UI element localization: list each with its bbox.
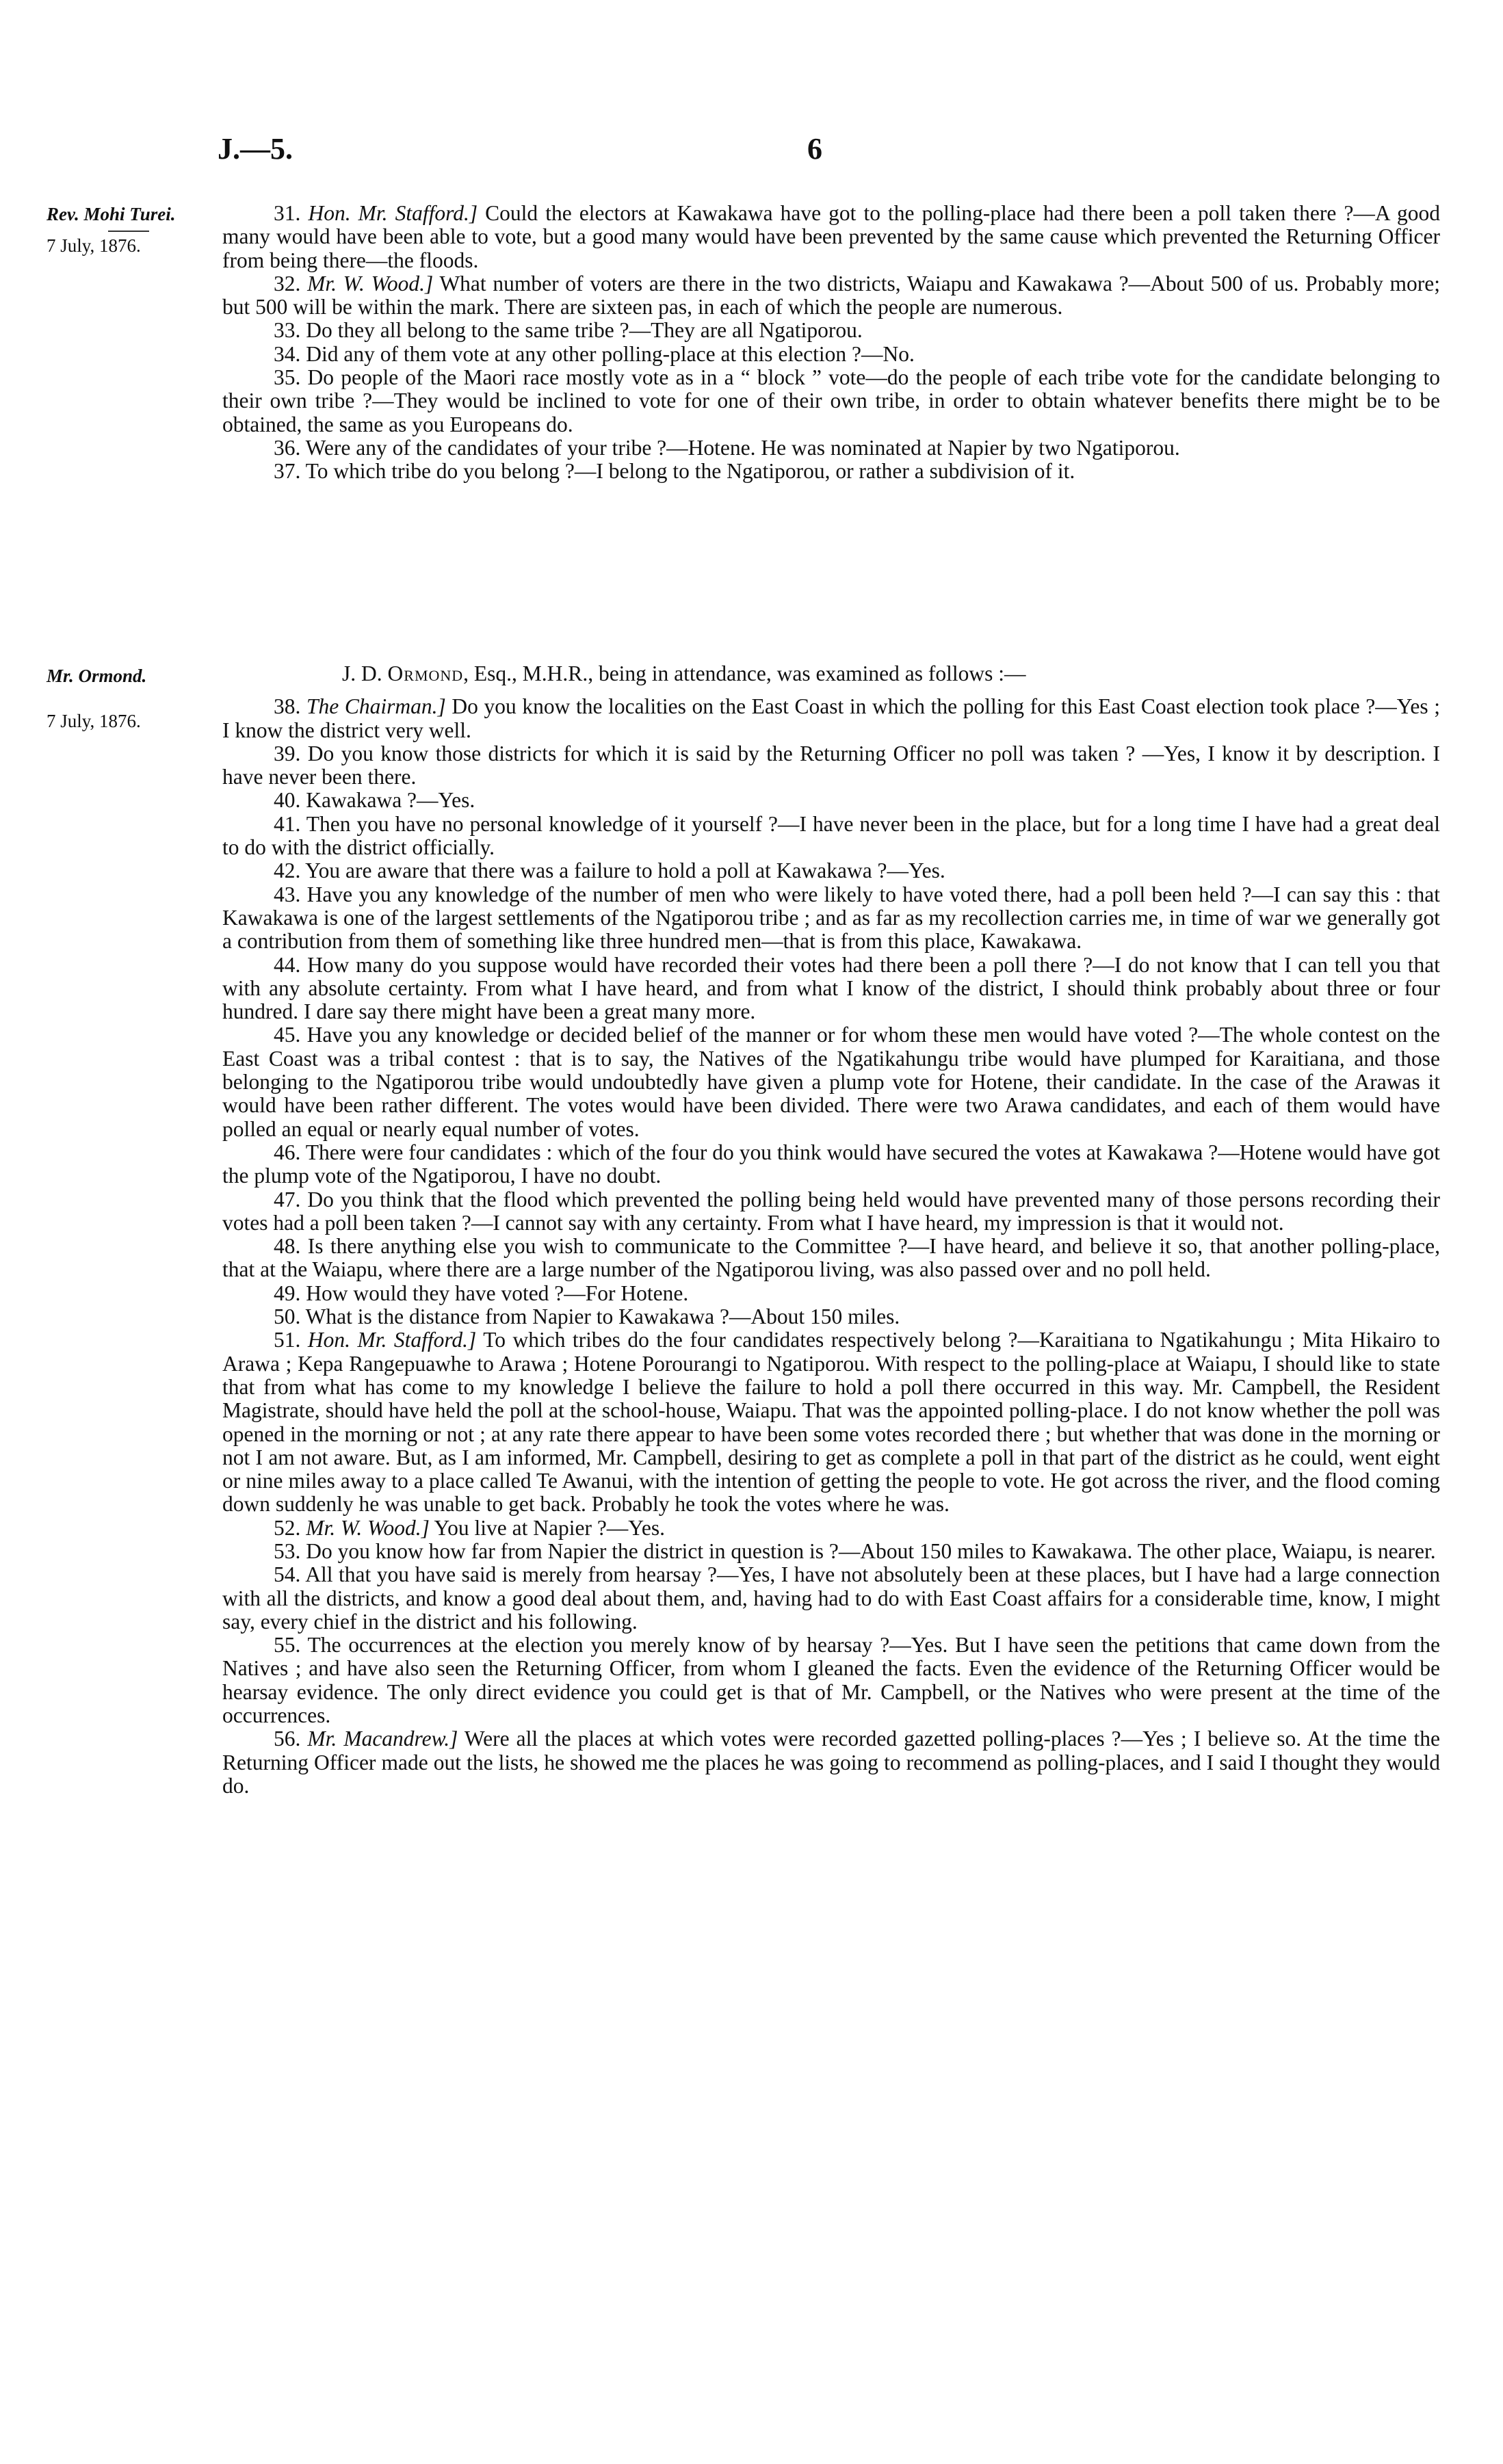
question-number: 31.	[274, 201, 301, 225]
question-paragraph	[222, 366, 1440, 436]
question-number: 36.	[274, 435, 301, 460]
question-text: Do they all belong to the same tribe ?—They are all Ngatiporou.	[300, 318, 863, 343]
question-paragraph	[222, 954, 1440, 1024]
question-paragraph	[222, 742, 1440, 789]
question-text: The occurrences at the election you merely know of by hearsay ?—Yes. But I have seen the petitions that came down from the Natives ; and have also seen the Returning Officer, from whom I gleaned the facts. Even the evidence of the Returning Officer would be hearsay evidence. The only direct evidence you could get is that of Mr. Campbell, or the Natives who were present at the time of the occurrences.	[222, 1633, 1440, 1728]
witness-name: Rev. Mohi Turei.	[47, 204, 176, 224]
question-number: 41.	[274, 811, 301, 836]
witness-date: 7 July, 1876.	[47, 711, 141, 731]
question-paragraph	[222, 319, 1440, 342]
question-text: You live at Napier ?—Yes.	[429, 1515, 666, 1540]
question-text: You are aware that there was a failure to hold a poll at Kawakawa ?—Yes.	[300, 859, 945, 883]
question-number: 43.	[274, 882, 301, 906]
question-number: 40.	[274, 788, 301, 813]
question-number: 44.	[274, 952, 301, 977]
questioner-name: Hon. Mr. Stafford.]	[307, 1328, 477, 1352]
margin-note-witness-2	[47, 662, 211, 735]
question-paragraph	[222, 202, 1440, 272]
question-text: What is the distance from Napier to Kawakawa ?—About 150 miles.	[300, 1305, 900, 1329]
question-number: 55.	[274, 1633, 301, 1657]
question-paragraph	[222, 1282, 1440, 1305]
question-paragraph	[222, 272, 1440, 319]
question-paragraph	[222, 343, 1440, 366]
question-text: Were any of the candidates of your tribe ?—Hotene. He was nominated at Napier by two Ngatiporou.	[300, 435, 1180, 460]
witness-name: Mr. Ormond.	[47, 666, 147, 686]
question-paragraph	[222, 460, 1440, 483]
question-number: 47.	[274, 1187, 301, 1211]
question-paragraph	[222, 1727, 1440, 1798]
evidence-section-2	[222, 662, 1440, 1798]
question-number: 35.	[274, 365, 301, 390]
question-number: 56.	[274, 1727, 301, 1751]
question-text: Do you know how far from Napier the district in question is ?—About 150 miles to Kawakawa. The other place, Waiapu, is nearer.	[300, 1538, 1436, 1563]
question-text: Then you have no personal knowledge of it yourself ?—I have never been in the place, but for a long time I have had a great deal to do with the district officially.	[222, 811, 1440, 860]
witness-date: 7 July, 1876.	[47, 235, 141, 256]
document-reference: J.—5.	[218, 132, 293, 166]
question-number: 33.	[274, 318, 301, 343]
evidence-section-1	[222, 202, 1440, 484]
question-text: Do you know those districts for which it is said by the Returning Officer no poll was taken ? —Yes, I know it by description. I have never been there.	[222, 741, 1440, 789]
question-number: 48.	[274, 1234, 301, 1259]
question-text: Do you think that the flood which prevented the polling being held would have prevented many of those persons recording their votes had a poll been taken ?—I cannot say with any certainty. From what I have heard, my impression is that it would not.	[222, 1187, 1440, 1235]
question-text: To which tribes do the four candidates respectively belong ?—Karaitiana to Ngatikahungu ; Mita Hikairo to Arawa ; Kepa Rangepuawhe to Arawa ; Hotene Porourangi to Ngatiporou. With respect to the polling-place at Waiapu, I should like to state that from what has come to my knowledge I believe the failure to hold a poll there occurred in this way. Mr. Campbell, the Resident Magistrate, should have held the poll at the school-house, Waiapu. That was the appointed polling-place. I do not know whether the poll was opened in the morning or not ; at any rate there appear to have been some votes recorded there ; but whether that was done in the morning or not I am not aware. But, as I am informed, Mr. Campbell, desiring to get as complete a poll in that part of the district as he could, went eight or nine miles away to a place called Te Awanui, with the intention of getting the people to vote. He got across the river, and the flood coming down suddenly he was unable to get back. Probably he took the votes where he was.	[222, 1328, 1440, 1517]
question-number: 54.	[274, 1562, 301, 1587]
question-paragraph	[222, 1328, 1440, 1516]
question-number: 52.	[274, 1515, 301, 1540]
question-paragraph	[222, 1235, 1440, 1282]
question-text: Have you any knowledge or decided belief of the manner or for whom these men would have voted ?—The whole contest on the East Coast was a tribal contest : that is to say, the Natives of the Ngatikahungu tribe would have plumped for Karaitiana, and those belonging to the Ngatiporou tribe would undoubtedly have given a plump vote for Hotene, their candidate. In the case of the Arawas it would have been rather different. The votes would have been divided. There were two Arawa candidates, and each of them would have polled an equal or nearly equal number of votes.	[222, 1023, 1440, 1141]
question-paragraph	[222, 1540, 1440, 1563]
margin-note-witness-1	[47, 200, 211, 259]
question-paragraph	[222, 436, 1440, 460]
question-number: 42.	[274, 859, 301, 883]
questioner-name: Mr. Macandrew.]	[307, 1727, 458, 1751]
question-text: Have you any knowledge of the number of men who were likely to have voted there, had a poll been held ?—I can say this : that Kawakawa is one of the largest settlements of the Ngatiporou tribe ; and as far as my recollection carries me, in time of war we generally got a contribution from them of something like three hundred men—that is from this place, Kawakawa.	[222, 882, 1440, 954]
questioner-name: The Chairman.]	[306, 694, 446, 719]
question-text: Is there anything else you wish to communicate to the Committee ?—I have heard, and believe it so, that another polling-place, that at the Waiapu, where there are a large number of the Ngatiporou living, was also passed over and no poll held.	[222, 1234, 1440, 1282]
question-paragraph	[222, 813, 1440, 860]
questioner-name: Mr. W. Wood.]	[307, 271, 434, 296]
question-paragraph	[222, 695, 1440, 742]
question-text: What number of voters are there in the two districts, Waiapu and Kawakawa ?—About 500 of us. Probably more; but 500 will be within the mark. There are sixteen pas, in each of which the people are numerous.	[222, 271, 1440, 319]
question-number: 45.	[274, 1023, 301, 1047]
question-text: There were four candidates : which of the four do you think would have secured the votes at Kawakawa ?—Hotene would have got the plump vote of the Ngatiporou, I have no doubt.	[222, 1140, 1440, 1188]
question-text: Kawakawa ?—Yes.	[300, 788, 475, 813]
question-number: 37.	[274, 459, 301, 484]
question-paragraph	[222, 789, 1440, 812]
question-paragraph	[222, 1023, 1440, 1140]
question-text: How many do you suppose would have recorded their votes had there been a poll there ?—I do not know that I can tell you that with any absolute certainty. From what I have heard, and from what I know of the district, I should think probably about three or four hundred. I dare say there might have been a great many more.	[222, 952, 1440, 1024]
question-paragraph	[222, 883, 1440, 954]
question-paragraph	[222, 1188, 1440, 1235]
question-paragraph	[222, 1634, 1440, 1727]
question-paragraph	[222, 1305, 1440, 1328]
question-text: Were all the places at which votes were recorded gazetted polling-places ?—Yes ; I believe so. At the time the Returning Officer made out the lists, he showed me the places he was going to recommend as polling-places, and I said I thought they would do.	[222, 1727, 1441, 1798]
question-text: Did any of them vote at any other polling-place at this election ?—No.	[300, 341, 915, 366]
question-paragraph	[222, 1517, 1440, 1540]
question-number: 46.	[274, 1140, 301, 1164]
question-number: 53.	[274, 1538, 301, 1563]
question-number: 32.	[274, 271, 301, 296]
question-number: 51.	[274, 1328, 301, 1352]
question-text: Do you know the localities on the East Coast in which the polling for this East Coast election took place ?—Yes ; I know the district very well.	[222, 694, 1440, 742]
examination-heading: J. D. Ormond, Esq., M.H.R., being in attendance, was examined as follows :—	[342, 661, 1026, 685]
questioner-name: Mr. W. Wood.]	[306, 1515, 430, 1540]
page-header	[0, 131, 1503, 186]
question-paragraph	[222, 859, 1440, 882]
question-text: Could the electors at Kawakawa have got to the polling-place had there been a poll taken there ?—A good many would have been able to vote, but a good many would have been prevented by the same cause which prevented the Returning Officer from being there—the floods.	[222, 201, 1441, 272]
page-number: 6	[807, 132, 822, 166]
questioner-name: Hon. Mr. Stafford.]	[308, 201, 478, 225]
question-paragraph	[222, 1563, 1440, 1634]
question-text: Do people of the Maori race mostly vote as in a “ block ” vote—do the people of each tribe vote for the candidate belonging to their own tribe ?—They would be inclined to vote for one of their own tribe, in order to obtain whatever benefits there might be to be obtained, the same as you Europeans do.	[222, 365, 1440, 436]
question-text: All that you have said is merely from hearsay ?—Yes, I have not absolutely been at these places, but I have had a large connection with all the districts, and know a good deal about them, and, having had to do with East Coast affairs for a considerable time, know, I might say, every chief in the district and his following.	[222, 1562, 1440, 1634]
question-number: 38.	[274, 694, 301, 719]
question-text: How would they have voted ?—For Hotene.	[300, 1281, 689, 1305]
question-number: 34.	[274, 341, 301, 366]
question-paragraph	[222, 1141, 1440, 1188]
question-number: 39.	[274, 741, 301, 765]
question-number: 50.	[274, 1305, 301, 1329]
question-text: To which tribe do you belong ?—I belong to the Ngatiporou, or rather a subdivision of it.	[300, 459, 1075, 484]
question-number: 49.	[274, 1281, 301, 1305]
